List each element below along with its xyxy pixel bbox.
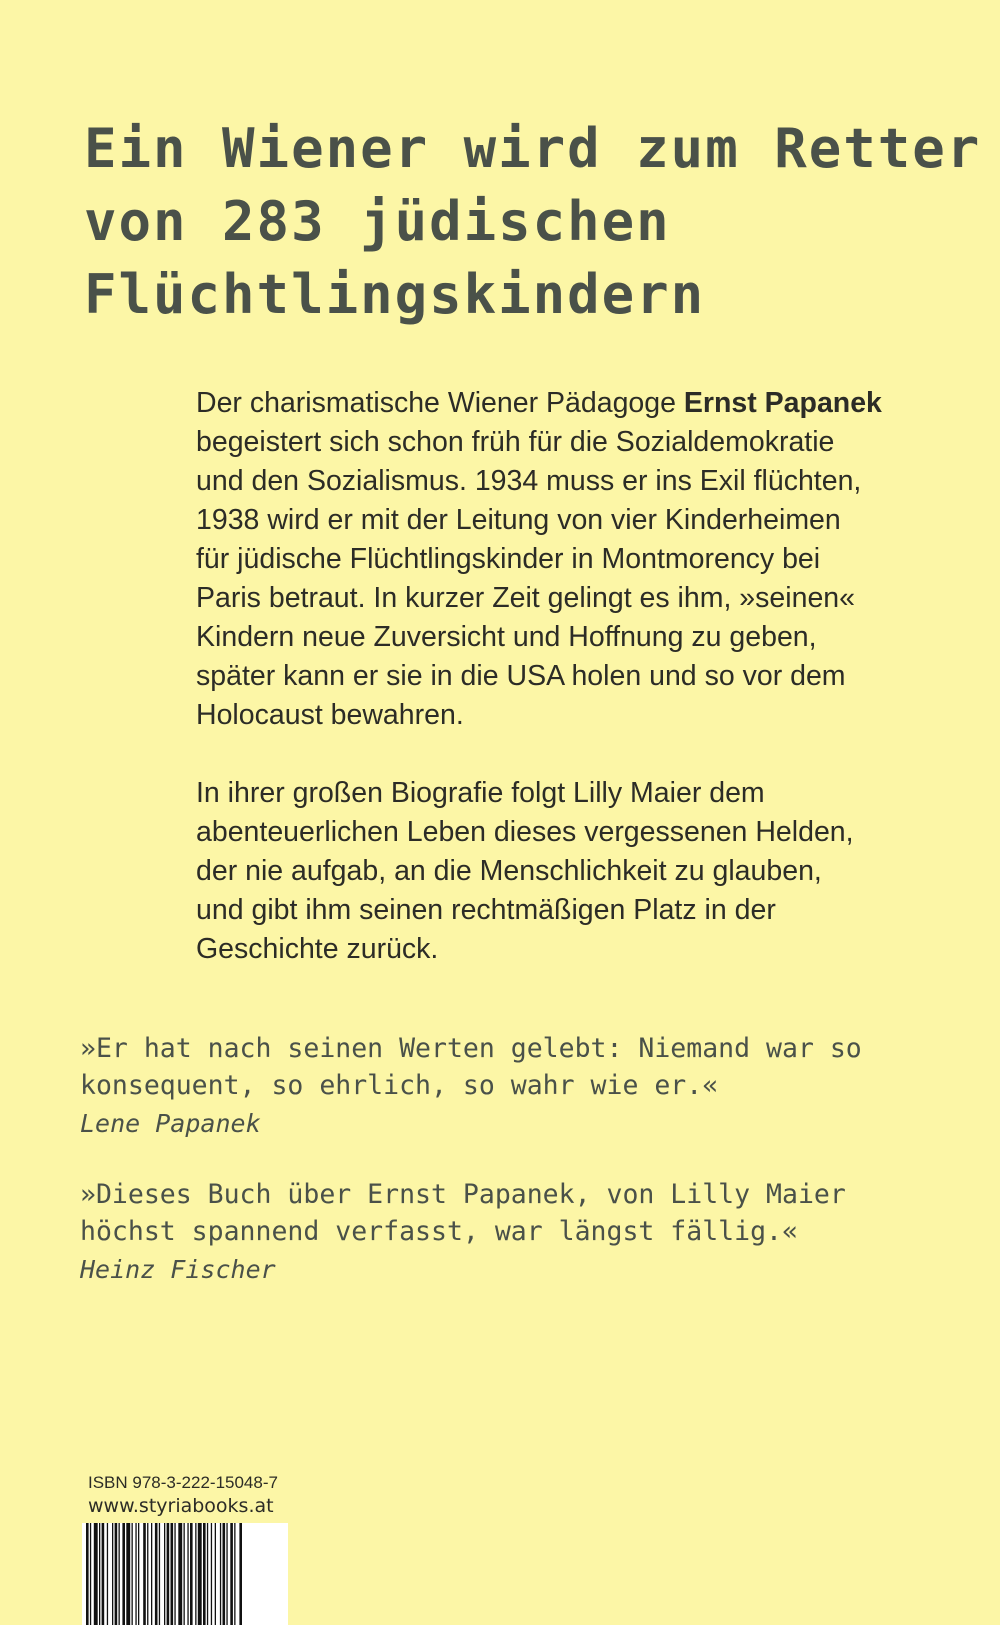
- blurb-line: [196, 384, 916, 423]
- headline-line: Flüchtlingskindern: [84, 263, 706, 326]
- barcode-bar: [155, 1523, 158, 1625]
- barcode-bar: [239, 1523, 242, 1625]
- blurb-line: und den Sozialismus. 1934 muss er ins Exil flüchten,: [196, 465, 862, 497]
- quotes: [80, 1030, 960, 1290]
- barcode-bar: [198, 1523, 202, 1625]
- barcode-bar: [226, 1523, 227, 1625]
- barcode-bar: [143, 1523, 146, 1625]
- headline: [84, 112, 982, 331]
- barcode-bar: [135, 1523, 136, 1625]
- barcode-bar: [90, 1523, 91, 1625]
- barcode-bar: [215, 1523, 216, 1625]
- blurb-line: In ihrer großen Biografie folgt Lilly Maier dem: [196, 777, 765, 809]
- blurb-line: für jüdische Flüchtlingskinder in Montmorency bei: [196, 543, 821, 575]
- blurb-line: Geschichte zurück.: [196, 933, 439, 965]
- quote-line: konsequent, so ehrlich, so wahr wie er.«: [80, 1070, 719, 1101]
- barcode-bar: [122, 1523, 125, 1625]
- barcode-bar: [223, 1523, 226, 1625]
- blurb-line: abenteuerlichen Leben dieses vergessenen Helden,: [196, 816, 854, 848]
- barcode: [82, 1523, 288, 1625]
- barcode-bar: [167, 1523, 170, 1625]
- headline-line: Ein Wiener wird zum Retter: [84, 117, 982, 180]
- barcode-bar: [138, 1523, 139, 1625]
- barcode-bar: [207, 1523, 208, 1625]
- barcode-bar: [115, 1523, 118, 1625]
- quote-line: »Er hat nach seinen Werten gelebt: Niemand war so: [80, 1033, 862, 1064]
- blurb-line: später kann er sie in die USA holen und so vor dem: [196, 660, 846, 692]
- barcode-bar: [184, 1523, 185, 1625]
- barcode-bar: [159, 1523, 160, 1625]
- blurb-line: Paris betraut. In kurzer Zeit gelingt es ihm, »seinen«: [196, 582, 855, 614]
- barcode-bar: [195, 1523, 196, 1625]
- quote-line: »Dieses Buch über Ernst Papanek, von Lilly Maier: [80, 1179, 846, 1210]
- barcode-bar: [147, 1523, 148, 1625]
- barcode-bar: [230, 1523, 233, 1625]
- quote: [80, 1030, 960, 1144]
- quote-author: Lene Papanek: [80, 1109, 261, 1138]
- blurb-line: 1938 wird er mit der Leitung von vier Kinderheimen: [196, 504, 841, 536]
- barcode-bar: [126, 1523, 130, 1625]
- blurb-paragraph-2: [196, 774, 916, 969]
- barcode-bar: [203, 1523, 206, 1625]
- barcode-bar: [119, 1523, 120, 1625]
- publisher-url: www.styriabooks.at: [88, 1495, 274, 1517]
- blurb-line: begeistert sich schon früh für die Sozialdemokratie: [196, 426, 835, 458]
- quote-line: höchst spannend verfasst, war längst fällig.«: [80, 1216, 798, 1247]
- author-name-bold: Ernst Papanek: [683, 387, 882, 419]
- barcode-bar: [107, 1523, 108, 1625]
- quote: [80, 1176, 960, 1290]
- barcode-bar: [190, 1523, 193, 1625]
- publisher-info: [88, 1472, 308, 1518]
- barcode-bar: [99, 1523, 100, 1625]
- isbn-number: ISBN 978-3-222-15048-7: [88, 1473, 278, 1492]
- quote-author: Heinz Fischer: [80, 1255, 276, 1284]
- barcode-bar: [174, 1523, 175, 1625]
- barcode-bar: [178, 1523, 182, 1625]
- barcode-bar: [86, 1523, 89, 1625]
- barcode-bar: [211, 1523, 212, 1625]
- barcode-bar: [187, 1523, 188, 1625]
- blurb: [196, 384, 916, 969]
- blurb-line: der nie aufgab, an die Menschlichkeit zu glauben,: [196, 855, 822, 887]
- headline-line: von 283 jüdischen: [84, 190, 671, 253]
- barcode-bar: [102, 1523, 105, 1625]
- blurb-line: Holocaust bewahren.: [196, 699, 464, 731]
- barcode-bar: [220, 1523, 221, 1625]
- barcode-graphic: [82, 1523, 288, 1625]
- blurb-line: Kindern neue Zuversicht und Hoffnung zu geben,: [196, 621, 817, 653]
- barcode-bar: [112, 1523, 113, 1625]
- blurb-text: Der charismatische Wiener Pädagoge: [196, 387, 684, 419]
- barcode-bar: [234, 1523, 235, 1625]
- blurb-paragraph-1: [196, 384, 916, 735]
- barcode-bar: [171, 1523, 174, 1625]
- barcode-bar: [94, 1523, 98, 1625]
- barcode-bar: [164, 1523, 165, 1625]
- barcode-bar: [151, 1523, 152, 1625]
- barcode-bar: [132, 1523, 133, 1625]
- blurb-line: und gibt ihm seinen rechtmäßigen Platz in der: [196, 894, 776, 926]
